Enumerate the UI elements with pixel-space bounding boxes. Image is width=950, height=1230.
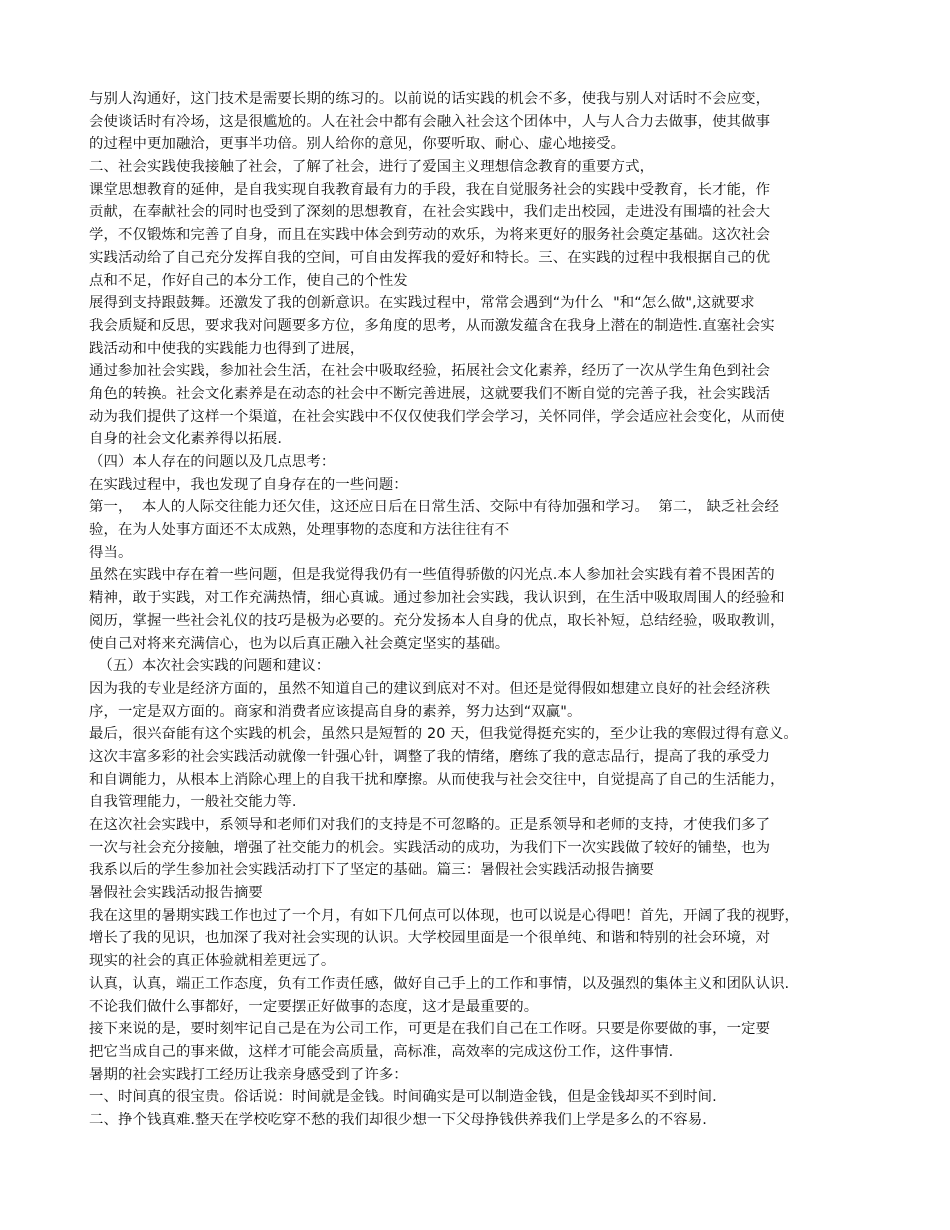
text-line: 不论我们做什么事都好，一定要摆正好做事的态度，这才是最重要的。 bbox=[89, 998, 539, 1015]
text-line: 验，在为人处事方面还不太成熟，处理事物的态度和方法往往有不 bbox=[89, 522, 510, 539]
text-line: 我在这里的暑期实践工作也过了一个月，有如下几何点可以体现，也可以说是心得吧！首先，开阔了我的视野， bbox=[89, 907, 800, 924]
text-line: 和自调能力，从根本上消除心理上的自我干扰和摩擦。从而使我与社会交往中，自觉提高了自己的生活能力， bbox=[89, 771, 785, 788]
text-line: 阅历，掌握一些社会礼仪的技巧是极为必要的。充分发扬本人自身的优点，取长补短，总结经验，吸取教训， bbox=[89, 612, 785, 629]
section-heading: （五）本次社会实践的问题和建议： bbox=[89, 658, 331, 675]
text-line: 序，一定是双方面的。商家和消费者应该提高自身的素养，努力达到“双赢"。 bbox=[89, 703, 582, 720]
text-line: 虽然在实践中存在着一些问题，但是我觉得我仍有一些值得骄傲的闪光点.本人参加社会实践有着不畏困苦的 bbox=[89, 567, 775, 584]
text-line: 增长了我的见识，也加深了我对社会实现的认识。大学校园里面是一个很单纯、和谐和特别的社会环境，对 bbox=[89, 930, 771, 947]
text-line: 自我管理能力，一般社交能力等. bbox=[89, 794, 297, 811]
text-line: 第一， 本人的人际交往能力还欠佳，这还应日后在日常生活、交际中有待加强和学习。 第二， 缺乏社会经 bbox=[89, 499, 779, 516]
text-line: 与别人沟通好，这门技术是需要长期的练习的。以前说的话实践的机会不多，使我与别人对话时不会应变， bbox=[89, 91, 771, 107]
section-heading: 暑假社会实践活动报告摘要 bbox=[89, 885, 263, 902]
text-line: 学，不仅锻炼和完善了自身，而且在实践中体会到劳动的欢乐，为将来更好的服务社会奠定基础。这次社会 bbox=[89, 227, 771, 244]
text-line: 实践活动给了自己充分发挥自我的空间，可自由发挥我的爱好和特长。三、在实践的过程中我根据自己的优 bbox=[89, 249, 771, 266]
text-line: 点和不足，作好自己的本分工作，使自己的个性发 bbox=[89, 272, 408, 289]
text-line: 我会质疑和反思，要求我对问题要多方位，多角度的思考，从而激发蕴含在我身上潜在的制造性.直塞社会实 bbox=[89, 317, 775, 334]
text-line: 展得到支持跟鼓舞。还激发了我的创新意识。在实践过程中，常常会遇到“为什么 "和“怎么做",这就要求 bbox=[89, 295, 755, 312]
text-line: 角色的转换。社会文化素养是在动态的社会中不断完善进展，这就要我们不断自觉的完善子我，社会实践活 bbox=[89, 385, 771, 402]
text-line: 会使谈话时有冷场，这是很尴尬的。人在社会中都有会融入社会这个团体中，人与人合力去做事，使其做事 bbox=[89, 113, 771, 130]
text-line: 得当。 bbox=[89, 544, 133, 561]
text-line: 现实的社会的真正体验就相差更远了。 bbox=[89, 953, 336, 970]
text-line: 使自己对将来充满信心，也为以后真正融入社会奠定坚实的基础。 bbox=[89, 635, 510, 652]
text-line: 把它当成自己的事来做，这样才可能会高质量，高标准，高效率的完成这份工作，这件事情. bbox=[89, 1043, 674, 1060]
text-line: 课堂思想教育的延伸，是自我实现自我教育最有力的手段，我在自觉服务社会的实践中受教育，长才能，作 bbox=[89, 181, 771, 198]
text-line: 最后，很兴奋能有这个实践的机会，虽然只是短暂的 20 天，但我觉得挺充实的，至少让我的寒假过得有意义。 bbox=[89, 726, 798, 743]
text-line: 暑期的社会实践打工经历让我亲身感受到了许多： bbox=[89, 1066, 408, 1083]
text-line: 二、挣个钱真难.整天在学校吃穿不愁的我们却很少想一下父母挣钱供养我们上学是多么的不容易. bbox=[89, 1111, 707, 1128]
text-line: 精神，敢于实践，对工作充满热情，细心真诚。通过参加社会实践，我认识到，在生活中吸取周围人的经验和 bbox=[89, 590, 785, 607]
text-line: 在实践过程中，我也发现了自身存在的一些问题： bbox=[89, 476, 408, 493]
text-line: 的过程中更加融洽，更事半功倍。别人给你的意见，你要听取、耐心、虚心地接受。 bbox=[89, 136, 626, 153]
section-heading: （四）本人存在的问题以及几点思考： bbox=[89, 454, 336, 470]
text-line: 贡献，在奉献社会的同时也受到了深刻的思想教育，在社会实践中，我们走出校园，走进没有围墙的社会大 bbox=[89, 204, 771, 221]
text-line: 认真，认真，端正工作态度，负有工作责任感，做好自己手上的工作和事情，以及强烈的集体主义和团队认识. bbox=[89, 975, 790, 992]
text-line: 通过参加社会实践，参加社会生活，在社会中吸取经验，拓展社会文化素养，经历了一次从学生角色到社会 bbox=[89, 363, 771, 380]
text-line: 动为我们提供了这样一个渠道，在社会实践中不仅仅使我们学会学习，关怀同伴，学会适应社会变化，从而使 bbox=[89, 408, 785, 425]
text-line: 我系以后的学生参加社会实践活动打下了坚定的基础。篇三：暑假社会实践活动报告摘要 bbox=[89, 862, 655, 879]
section-heading: 二、社会实践使我接触了社会，了解了社会，进行了爱国主义理想信念教育的重要方式， bbox=[89, 159, 655, 176]
text-line: 一次与社会充分接触，增强了社交能力的机会。实践活动的成功，为我们下一次实践做了较好的铺垫，也为 bbox=[89, 839, 771, 856]
text-line: 这次丰富多彩的社会实践活动就像一针强心针，调整了我的情绪，磨练了我的意志品行，提高了我的承受力 bbox=[89, 748, 771, 765]
document-body bbox=[89, 88, 864, 1132]
text-line: 在这次社会实践中，系领导和老师们对我们的支持是不可忽略的。正是系领导和老师的支持，才使我们多了 bbox=[89, 817, 771, 833]
text-line: 接下来说的是，要时刻牢记自己是在为公司工作，可更是在我们自己在工作呀。只要是你要做的事，一定要 bbox=[89, 1021, 771, 1038]
text-line: 自身的社会文化素养得以拓展. bbox=[89, 431, 283, 448]
text-line: 因为我的专业是经济方面的，虽然不知道自己的建议到底对不对。但还是觉得假如想建立良好的社会经济秩 bbox=[89, 680, 771, 697]
text-line: 一、时间真的很宝贵。俗话说：时间就是金钱。时间确实是可以制造金钱，但是金钱却买不到时间. bbox=[89, 1089, 717, 1106]
text-line: 践活动和中使我的实践能力也得到了进展， bbox=[89, 340, 365, 357]
